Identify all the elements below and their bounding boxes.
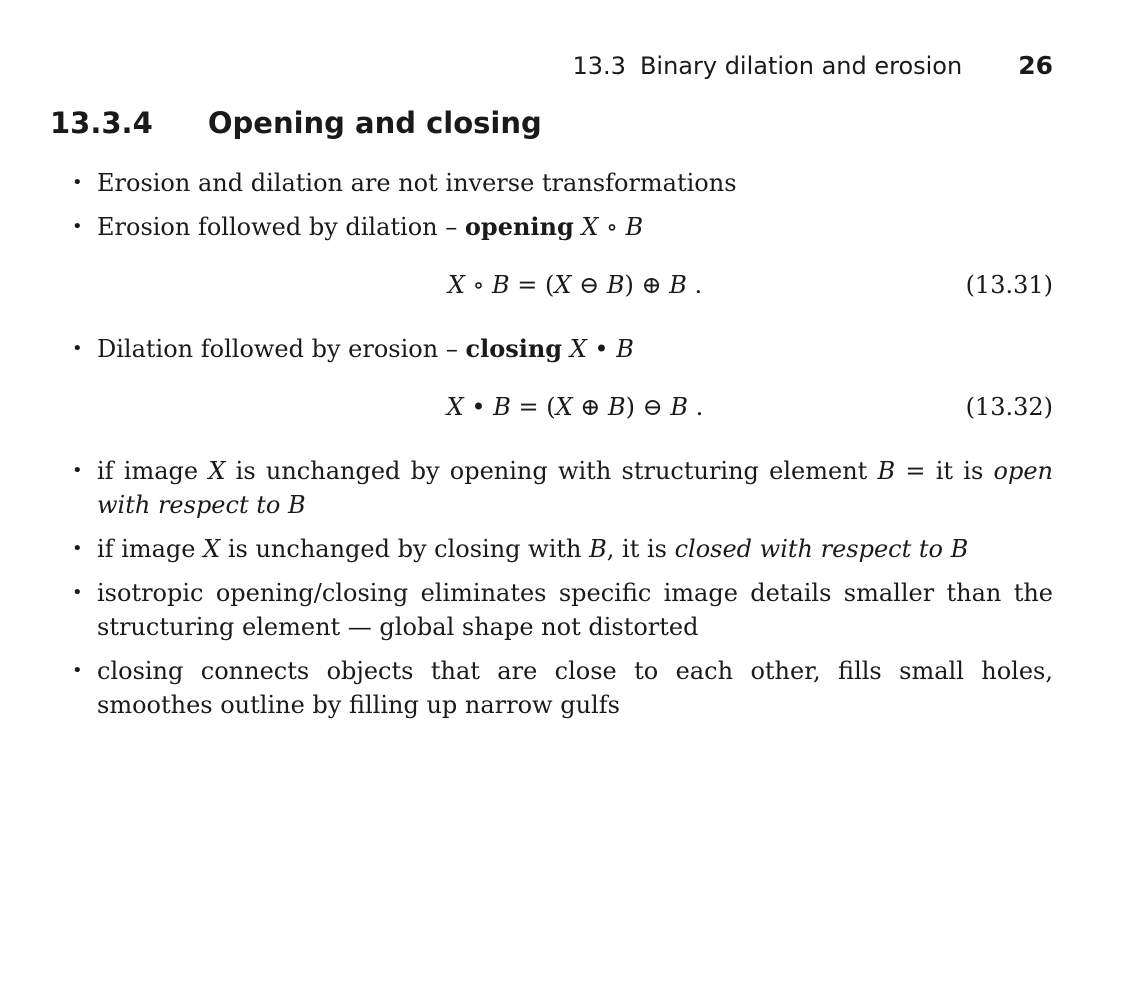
text-segment: , it is <box>606 535 675 563</box>
math-segment: B <box>492 271 510 299</box>
equation-number: (13.31) <box>965 271 1053 299</box>
content-body <box>72 166 1053 722</box>
bullet-text <box>97 454 1053 522</box>
bullet-item <box>72 166 1053 200</box>
bullet-icon: • <box>72 338 83 359</box>
math-segment: ∘ <box>464 271 492 299</box>
bullet-icon: • <box>72 460 83 481</box>
bullet-item <box>72 576 1053 644</box>
math-segment: . <box>686 271 703 299</box>
text-segment: closing <box>465 334 563 363</box>
math-segment: ⊕ <box>572 393 609 421</box>
text-segment: Erosion and dilation are not inverse transformations <box>97 169 737 197</box>
bullet-item <box>72 532 1053 566</box>
equation-number: (13.32) <box>965 393 1053 421</box>
bullet-icon: • <box>72 660 83 681</box>
text-segment: closed with respect to B <box>674 535 969 563</box>
text-segment: B <box>877 457 896 485</box>
bullet-icon: • <box>72 216 83 237</box>
bullet-text <box>97 210 1053 244</box>
math-segment: ) ⊖ <box>625 393 671 421</box>
header-section-number: 13.3 <box>572 52 626 80</box>
text-segment: X <box>203 535 221 563</box>
text-segment: Erosion followed by dilation – <box>97 213 465 241</box>
page-number: 26 <box>1018 51 1053 80</box>
section-heading <box>50 106 1125 140</box>
math-segment: X <box>447 271 465 299</box>
text-segment <box>562 335 570 363</box>
math-segment: • <box>463 393 494 421</box>
text-segment: X • B <box>569 335 634 363</box>
equation-body <box>448 271 702 299</box>
bullet-item <box>72 654 1053 722</box>
math-segment: X <box>446 393 464 421</box>
text-segment: if image <box>97 457 209 485</box>
equation <box>97 390 1053 424</box>
text-segment: = it is <box>895 457 994 485</box>
text-segment: closing connects objects that are close to each other, fills small holes, smoothes outline by filling up narrow gulfs <box>97 657 1053 719</box>
running-header <box>0 0 1125 80</box>
text-segment: X <box>208 457 226 485</box>
math-segment: X <box>554 271 572 299</box>
bullet-text <box>97 332 1053 366</box>
equation <box>97 268 1053 302</box>
bullet-icon: • <box>72 538 83 559</box>
math-segment: ⊖ <box>571 271 607 299</box>
math-segment: = ( <box>510 393 556 421</box>
text-segment: is unchanged by closing with <box>220 535 590 563</box>
text-segment: is unchanged by opening with structuring element <box>225 457 878 485</box>
math-segment: B <box>606 271 625 299</box>
text-segment: isotropic opening/closing eliminates specific image details smaller than the structuring element — global shape not distorted <box>97 579 1053 641</box>
bullet-text <box>97 166 1053 200</box>
section-heading-title: Opening and closing <box>207 106 542 140</box>
bullet-item <box>72 454 1053 522</box>
math-segment: = ( <box>509 271 555 299</box>
equation-body <box>447 393 704 421</box>
math-segment: ) ⊕ <box>624 271 670 299</box>
text-segment: Dilation followed by erosion – <box>97 335 466 363</box>
text-segment: X ∘ B <box>581 213 644 241</box>
bullet-text <box>97 532 1053 566</box>
text-segment: B <box>589 535 607 563</box>
bullet-text <box>97 654 1053 722</box>
math-segment: B <box>669 271 687 299</box>
section-heading-number: 13.3.4 <box>50 106 153 140</box>
math-segment: . <box>688 393 704 421</box>
math-segment: B <box>608 393 626 421</box>
bullet-icon: • <box>72 172 83 193</box>
text-segment: open with respect to B <box>97 457 1053 519</box>
bullet-icon: • <box>72 582 83 603</box>
text-segment: opening <box>464 212 574 241</box>
math-segment: X <box>555 393 573 421</box>
math-segment: B <box>493 393 511 421</box>
bullet-item <box>72 210 1053 244</box>
header-section-title: Binary dilation and erosion <box>639 52 963 80</box>
bullet-text <box>97 576 1053 644</box>
math-segment: B <box>670 393 689 421</box>
text-segment: if image <box>97 535 204 563</box>
bullet-item <box>72 332 1053 366</box>
